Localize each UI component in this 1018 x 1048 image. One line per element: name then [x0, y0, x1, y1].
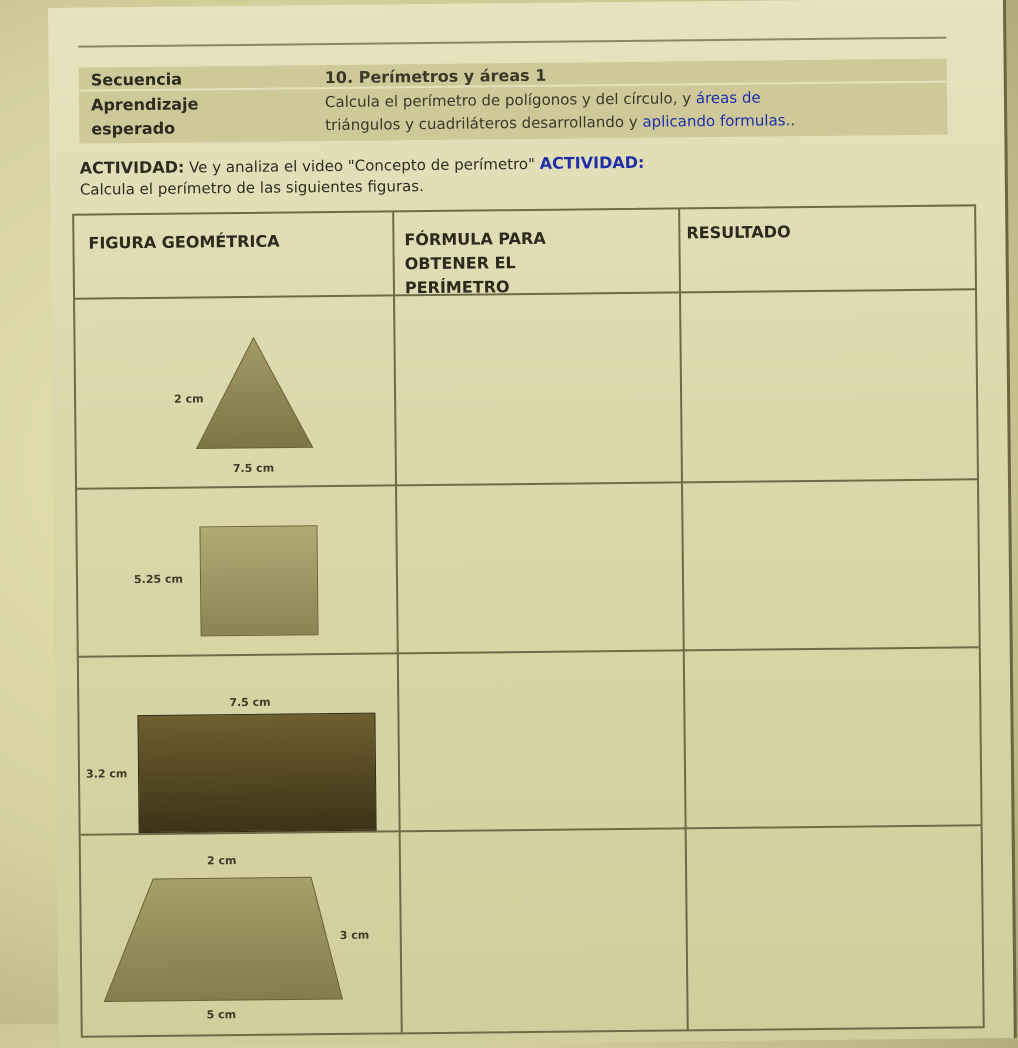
- trapezoid-shape: [103, 877, 342, 1001]
- learning-value-1a: Calcula el perímetro de polígonos y del círculo, y: [324, 89, 692, 112]
- col-header-formula-2: OBTENER EL: [404, 253, 516, 274]
- triangle-side-label: 2 cm: [174, 392, 204, 406]
- learning-value-2c: .: [790, 111, 796, 130]
- header-box: [78, 37, 947, 144]
- row-divider-2: [79, 646, 979, 657]
- sequence-label: Secuencia: [90, 69, 183, 90]
- triangle-figure: [193, 333, 316, 452]
- rectangle-side-label: 3.2 cm: [85, 767, 128, 781]
- square-side-label: 5.25 cm: [133, 572, 184, 587]
- col-header-result: RESULTADO: [686, 222, 791, 243]
- trapezoid-bottom-label: 5 cm: [206, 1008, 237, 1022]
- activity-text: Ve y analiza el video "Concepto de perímetro": [189, 154, 536, 177]
- column-divider-2: [678, 209, 689, 1029]
- learning-value-line-2: [325, 111, 795, 134]
- col-header-figure: FIGURA GEOMÉTRICA: [88, 231, 280, 253]
- learning-row: [79, 83, 947, 144]
- row-divider-1: [77, 478, 977, 489]
- rectangle-figure: [137, 713, 376, 833]
- learning-value-1b: áreas de: [695, 88, 761, 108]
- sequence-value: 10. Perímetros y áreas 1: [324, 65, 547, 88]
- col-header-formula-1: FÓRMULA PARA: [404, 228, 546, 250]
- triangle-shape: [195, 337, 312, 448]
- column-divider-1: [392, 212, 403, 1032]
- activity-label-2: ACTIVIDAD:: [539, 152, 645, 173]
- learning-label-2: esperado: [91, 118, 176, 139]
- trapezoid-figure: [101, 873, 346, 1006]
- rectangle-top-label: 7.5 cm: [229, 695, 271, 710]
- learning-value-2a: triángulos y cuadriláteros desarrollando y: [325, 112, 638, 135]
- activity-label: ACTIVIDAD:: [79, 157, 185, 178]
- learning-label-1: Aprendizaje: [90, 94, 199, 115]
- trapezoid-side-label: 3 cm: [339, 928, 370, 942]
- perimeter-table: [72, 204, 985, 1037]
- trapezoid-top-label: 2 cm: [206, 854, 237, 868]
- activity-line-2: Calcula el perímetro de las siguientes figuras.: [79, 177, 424, 199]
- learning-value-2b: aplicando formulas.: [642, 111, 791, 131]
- worksheet: [48, 0, 1017, 1048]
- col-header-formula-3: PERÍMETRO: [404, 277, 510, 298]
- square-figure: [199, 525, 318, 636]
- triangle-base-label: 7.5 cm: [232, 461, 275, 476]
- activity-instructions: [80, 149, 940, 201]
- learning-value-line-1: [325, 89, 761, 112]
- col-header-formula: [404, 227, 546, 300]
